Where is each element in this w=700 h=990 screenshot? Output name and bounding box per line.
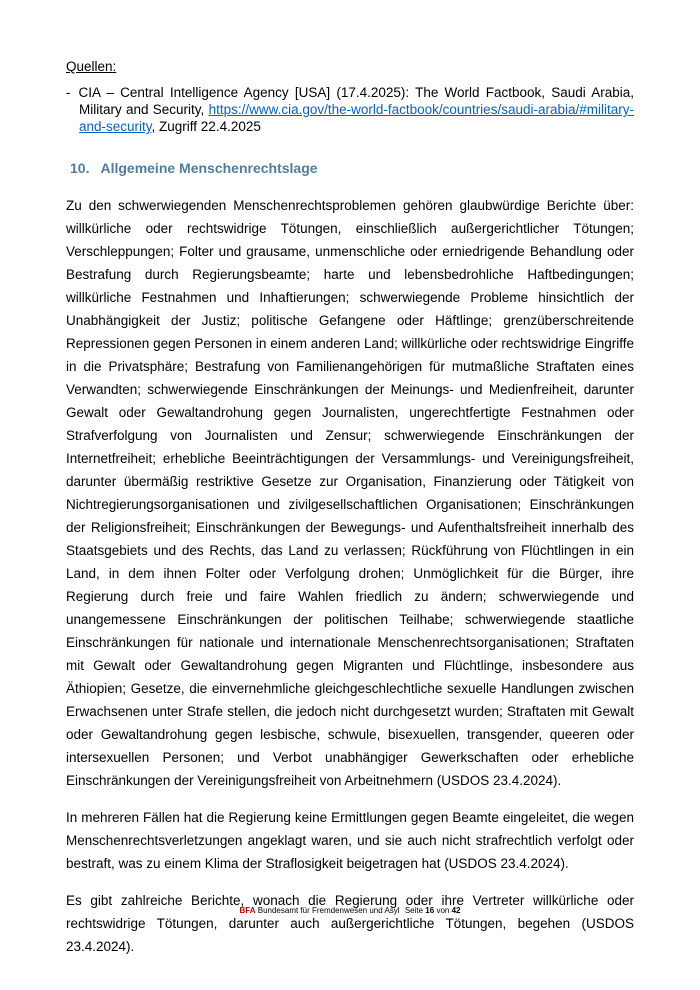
section-heading: [66, 159, 634, 177]
paragraph-impunity: In mehreren Fällen hat die Regierung keine Ermittlungen gegen Beamte eingeleitet, die wegen Menschenrechtsverletzungen angeklagt waren, und sie auch nicht strafrechtlich verfolgt oder bestraft, was zu einem Klima der Straflosigkeit beigetragen hat (USDOS 23.4.2024).: [66, 810, 634, 871]
footer-of-word: von: [436, 906, 450, 915]
body-text: [66, 194, 634, 958]
section-title: Allgemeine Menschenrechtslage: [100, 160, 318, 176]
footer-org-abbr: BFA: [239, 906, 256, 915]
page-footer: [0, 906, 700, 916]
footer-total-pages: 42: [451, 906, 461, 915]
footer-page-number: 16: [425, 906, 435, 915]
source-list-item: [66, 84, 634, 135]
section-number: 10.: [70, 160, 90, 176]
source-item-suffix: , Zugriff 22.4.2025: [151, 119, 261, 134]
paragraph-unlawful-killings: Es gibt zahlreiche Berichte, wonach die Regierung oder ihre Vertreter willkürliche oder rechtswidrige Tötungen, darunter auch außergerichtliche Tötungen, begehen (USDOS 23.4.2024).: [66, 893, 634, 954]
source-item-marker: -: [66, 85, 71, 100]
source-item-text: CIA – Central Intelligence Agency [USA] (17.4.2025): The World Factbook, Saudi Arabia, Military and Security,: [78, 85, 634, 117]
footer-org-name: Bundesamt für Fremdenwesen und Asyl: [257, 906, 400, 915]
footer-page-word: Seite: [404, 906, 424, 915]
source-hyperlink[interactable]: https://www.cia.gov/the-world-factbook/countries/saudi-arabia/#military-and-security: [79, 102, 634, 134]
sources-label: Quellen:: [66, 59, 117, 74]
paragraph-human-rights-overview: Zu den schwerwiegenden Menschenrechtsproblemen gehören glaubwürdige Berichte über: willkürliche oder rechtswidrige Tötungen, einschließlich außergerichtlicher Tötungen; Verschleppungen; Folter und grausame, unmenschliche oder erniedrigende Behandlung oder Bestrafung durch Regierungsbeamte; harte und lebensbedrohliche Haftbedingungen; willkürliche Festnahmen und Inhaftierungen; schwerwiegende Probleme hinsichtlich der Unabhängigkeit der Justiz; politische Gefangene oder Häftlinge; grenzüberschreitende Repressionen gegen Personen in einem anderen Land; willkürliche oder rechtswidrige Eingriffe in die Privatsphäre; Bestrafung von Familienangehörigen für mutmaßliche Straftaten eines Verwandten; schwerwiegende Einschränkungen der Meinungs- und Medienfreiheit, darunter Gewalt oder Gewaltandrohung gegen Journalisten, ungerechtfertigte Festnahmen oder Strafverfolgung von Journalisten und Zensur; schwerwiegende Einschränkungen der Internetfreiheit; erhebliche Beeinträchtigungen der Versammlungs- und Vereinigungsfreiheit, darunter übermäßig restriktive Gesetze zur Organisation, Finanzierung oder Tätigkeit von Nichtregierungsorganisationen und zivilgesellschaftlichen Organisationen; Einschränkungen der Religionsfreiheit; Einschränkungen der Bewegungs- und Aufenthaltsfreiheit innerhalb des Staatsgebiets und des Rechts, das Land zu verlassen; Rückführung von Flüchtlingen in ein Land, in dem ihnen Folter oder Verfolgung drohen; Unmöglichkeit für die Bürger, ihre Regierung durch freie und faire Wahlen friedlich zu ändern; schwerwiegende und unangemessene Einschränkungen der politischen Teilhabe; schwerwiegende staatliche Einschränkungen für nationale und internationale Menschenrechtsorganisationen; Straftaten mit Gewalt oder Gewaltandrohung gegen Migranten und Flüchtlinge, insbesondere aus Äthiopien; Gesetze, die einvernehmliche gleichgeschlechtliche sexuelle Handlungen zwischen Erwachsenen unter Strafe stellen, die jedoch nicht durchgesetzt wurden; Straftaten mit Gewalt oder Gewaltandrohung gegen lesbische, schwule, bisexuellen, transgender, queeren oder intersexuellen Personen; und Verbot unabhängiger Gewerkschaften oder erhebliche Einschränkungen der Vereinigungsfreiheit von Arbeitnehmern (USDOS 23.4.2024).: [66, 198, 634, 788]
